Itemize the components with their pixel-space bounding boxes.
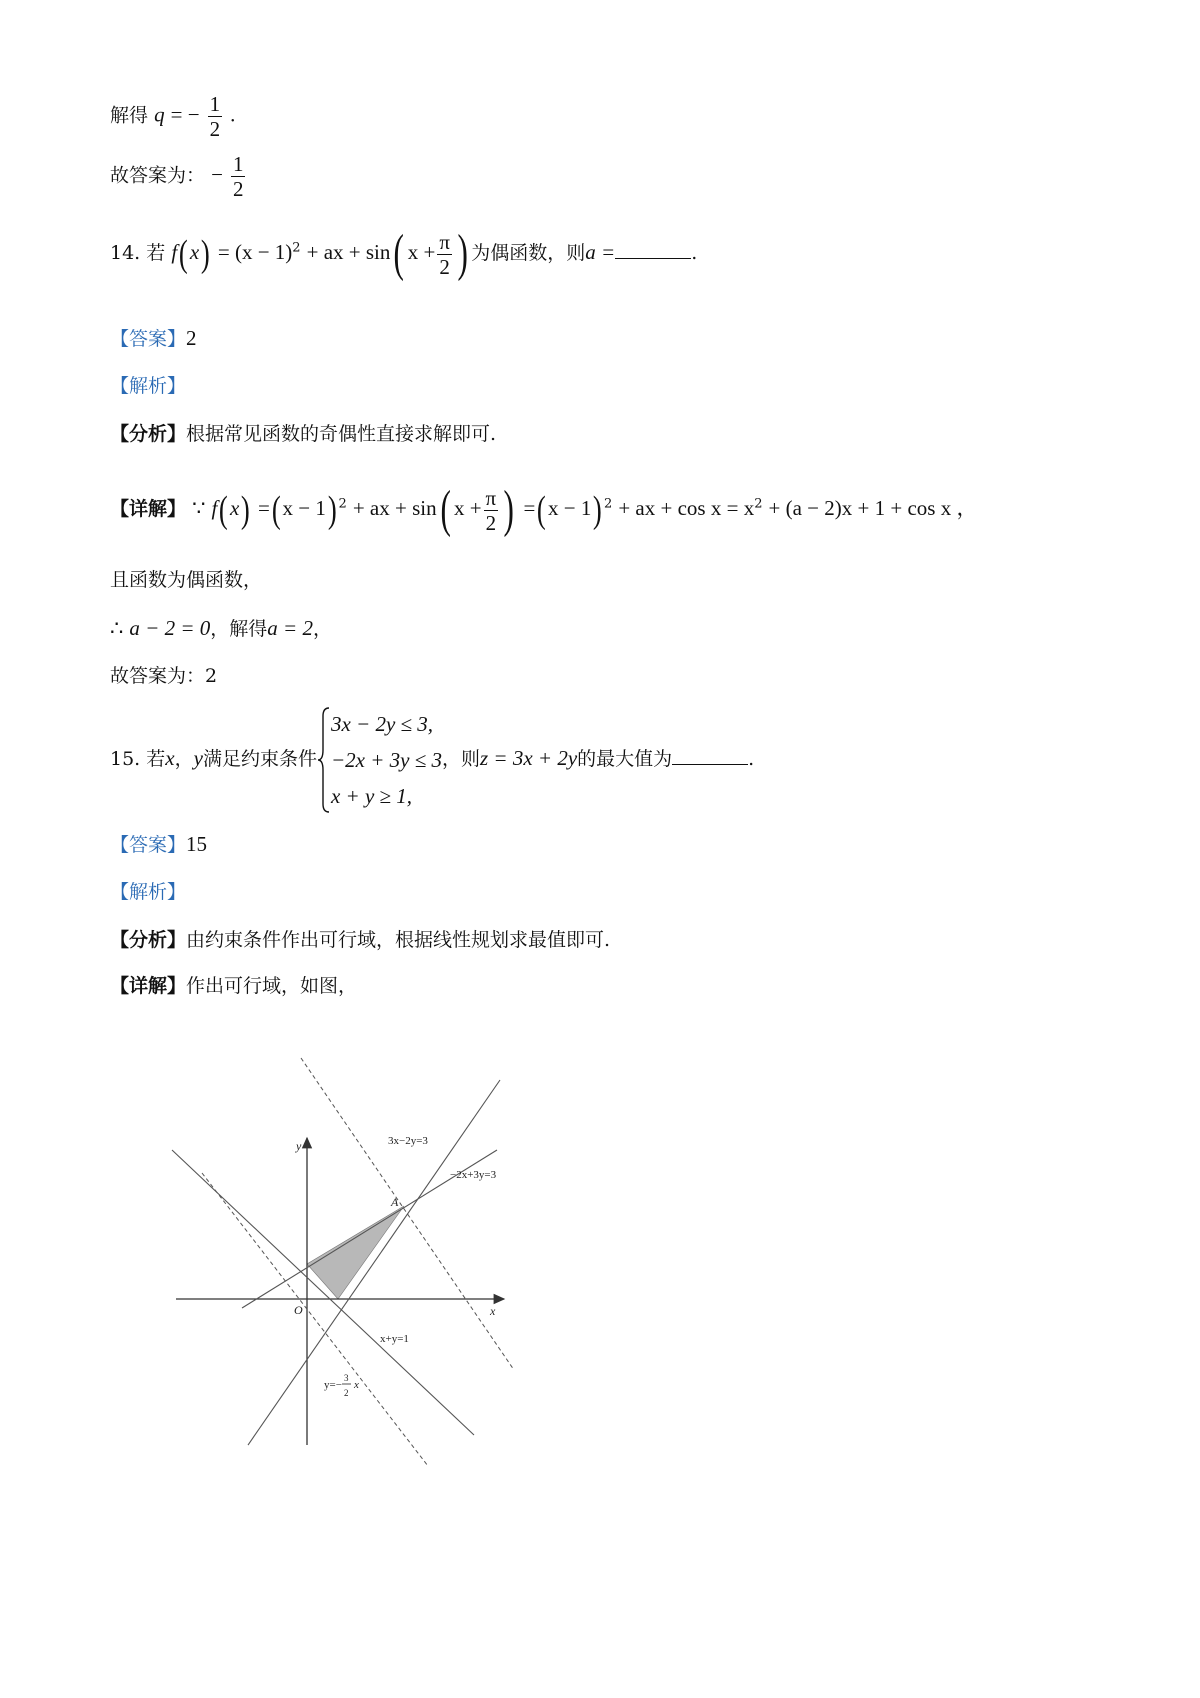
q14-question: 14. 若 $f(x) = (x - 1)^2$ + ax + sin( x + $\frac{\pi}{2}$ ) 为偶函数，则a = . xyxy=(110,225,698,282)
fraction-pi-over-2: $\frac{\pi}{2}$ xyxy=(439,229,450,279)
left-brace-icon xyxy=(317,706,331,814)
q14-answer-line: 【答案】2 xyxy=(110,326,197,350)
q14-analysis-tag-line xyxy=(110,372,186,400)
q14-even-line: 且函数为偶函数， xyxy=(110,569,263,591)
q15-question: 15. 若x，y满足约束条件 3x − 2y ≤ 3, −2x + 3y ≤ 3 x + y ≥ 1, ，则z = 3x + 2y的最大值为 . xyxy=(110,706,754,814)
feasible-region xyxy=(307,1206,404,1299)
x-axis-label: x xyxy=(490,1304,496,1318)
answer-tag: 【答案】 xyxy=(110,834,187,856)
feasible-region-figure xyxy=(160,1040,540,1490)
origin-label: O xyxy=(294,1303,303,1317)
analysis-tag: 【解析】 xyxy=(110,375,187,397)
question-number: 14. xyxy=(110,242,141,264)
eq-neg: = − xyxy=(170,102,200,127)
constraint-3: x + y ≥ 1, xyxy=(330,784,413,808)
answer-tag: 【答案】 xyxy=(110,328,187,350)
svg-text:2: 2 xyxy=(344,1388,349,1398)
q13-solve-line: 解得 q = − $\frac{1}{2}$ . xyxy=(110,92,236,141)
answer-blank xyxy=(615,238,691,259)
q13-answer-line: 故答案为： − $\frac{1}{2}$ xyxy=(110,152,244,201)
constraint-1: 3x − 2y ≤ 3, xyxy=(330,712,434,736)
answer-prefix: 故答案为： xyxy=(110,164,206,187)
analysis-tag: 【解析】 xyxy=(110,881,187,903)
constraint-2: −2x + 3y ≤ 3 xyxy=(330,748,442,772)
point-a-label: A xyxy=(391,1195,399,1209)
q14-therefore-line: ∴ a − 2 = 0，解得a = 2， xyxy=(110,616,332,640)
svg-text:x: x xyxy=(354,1379,359,1391)
solve-prefix: 解得 xyxy=(110,104,149,127)
question-number: 15. xyxy=(110,748,141,770)
constraint-system xyxy=(317,706,442,814)
q15-analysis-tag-line xyxy=(110,878,186,906)
label-line4 xyxy=(324,1373,359,1398)
q15-detail-line: 【详解】作出可行域，如图， xyxy=(110,975,358,997)
line-3x-2y-3 xyxy=(248,1080,500,1445)
svg-text:3: 3 xyxy=(344,1373,349,1383)
var-q: q xyxy=(154,102,165,127)
label-line1: 3x−2y=3 xyxy=(388,1135,428,1147)
label-line2: −2x+3y=3 xyxy=(450,1169,497,1181)
q14-final-line: 故答案为：2 xyxy=(110,665,218,687)
answer-blank xyxy=(672,744,748,765)
fraction-one-half: $\frac{1}{2}$ xyxy=(209,92,221,141)
fraction-one-half: $\frac{1}{2}$ xyxy=(232,152,244,201)
q14-fenxi-line: 【分析】根据常见函数的奇偶性直接求解即可. xyxy=(110,423,497,445)
svg-text:y=−: y=− xyxy=(324,1379,342,1391)
q14-detail-line: 【详解】 ∵ f(x) =(x − 1) $^2$ + ax + sin( x + $\frac{\pi}{2}$ ) =(x − 1) $^2$ + ax + $\cos x = x^2 + (a - 2)x + 1 + \cos x$ ， xyxy=(110,481,978,538)
q15-fenxi-line: 【分析】由约束条件作出可行域，根据线性规划求最值即可. xyxy=(110,929,611,951)
q15-answer-line: 【答案】15 xyxy=(110,832,208,856)
y-axis-label: y xyxy=(296,1139,302,1153)
label-line3: x+y=1 xyxy=(380,1333,409,1345)
